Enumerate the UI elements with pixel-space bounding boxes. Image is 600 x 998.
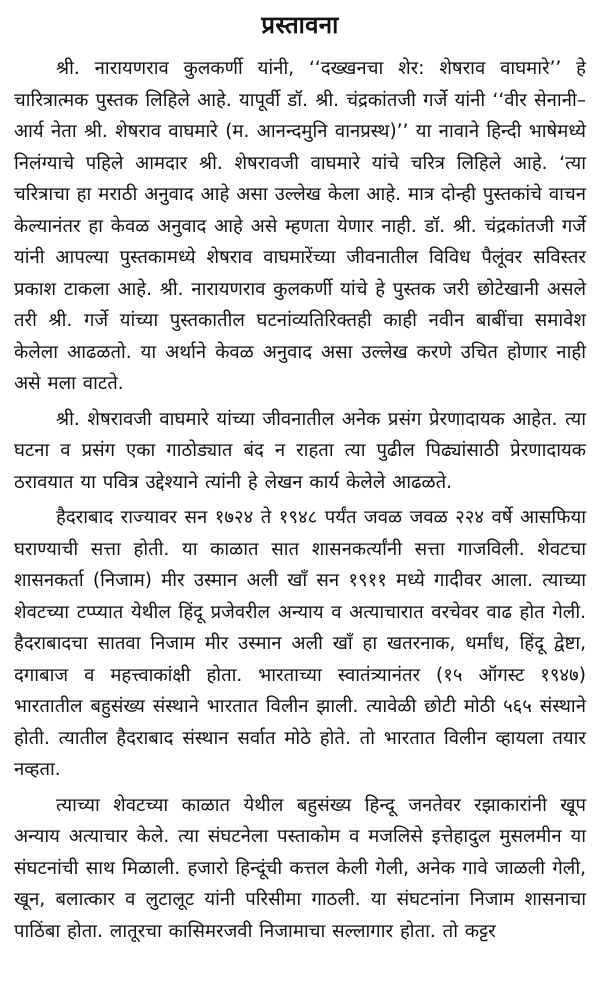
paragraph-2: श्री. शेषरावजी वाघमारे यांच्या जीवनातील अनेक प्रसंग प्रेरणादायक आहेत. त्या घटना व प्रसंग एका गाठोड्यात बंद न राहता त्या पुढील पिढ्यांसाठी प्रेरणादायक ठरावयात या पवित्र उद्देश्याने त्यांनी हे लेखन कार्य केलेले आढळते.: [14, 408, 586, 493]
paragraph-4: त्याच्या शेवटच्या काळात येथील बहुसंख्य हिन्दू जनतेवर रझाकारांनी खूप अन्याय अत्याचार केले. त्या संघटनेला पस्ताकोम व मजलिसे इत्तेहादुल मुसलमीन या संघटनांची साथ मिळाली. हजारो हिन्दूंची कत्तल केली गेली, अनेक गावे जाळली गेली, खून, बलात्कार व लुटालूट यांनी परिसीमा गाठली. या संघटनांना निजाम शासनाचा पाठिंबा होता. लातूरचा कासिमरजवी निजामाचा सल्लागार होता. तो कट्टर: [14, 794, 586, 942]
paragraph-3: हैदराबाद राज्यावर सन १७२४ ते १९४८ पर्यंत जवळ जवळ २२४ वर्षे आसफिया घराण्याची सत्ता होती. या काळात सात शासनकर्त्यांनी सत्ता गाजविली. शेवटचा शासनकर्ता (निजाम) मीर उस्मान अली खाँ सन १९११ मध्ये गादीवर आला. त्याच्या शेवटच्या टप्प्यात येथील हिंदू प्रजेवरील अन्याय व अत्याचारात वरचेवर वाढ होत गेली. हैदराबादचा सातवा निजाम मीर उस्मान अली खाँ हा खतरनाक, धर्मांध, हिंदू द्वेष्टा, दगाबाज व महत्त्वाकांक्षी होता. भारताच्या स्वातंत्र्यानंतर (१५ ऑगस्ट १९४७) भारतातील बहुसंख्य संस्थाने भारतात विलीन झाली. त्यावेळी छोटी मोठी ५६५ संस्थाने होती. त्यातील हैदराबाद संस्थान सर्वात मोठे होते. तो भारतात विलीन व्हायला तयार नव्हता.: [14, 507, 586, 780]
document-title: प्रस्तावना: [261, 11, 339, 39]
paragraph-1: श्री. नारायणराव कुलकर्णी यांनी, ‘‘दख्खनचा शेर: शेषराव वाघमारे’’ हे चारित्रात्मक पुस्तक लिहिले आहे. यापूर्वी डॉ. श्री. चंद्रकांतजी गर्जे यांनी ‘‘वीर सेनानी–आर्य नेता श्री. शेषराव वाघमारे (म. आनन्दमुनि वानप्रस्थ)’’ या नावाने हिन्दी भाषेमध्ये निलंग्याचे पहिले आमदार श्री. शेषरावजी वाघमारे यांचे चरित्र लिहिले आहे. ‘त्या चरित्राचा हा मराठी अनुवाद आहे असा उल्लेख केला आहे. मात्र दोन्ही पुस्तकांचे वाचन केल्यानंतर हा केवळ अनुवाद आहे असे म्हणता येणार नाही. डॉ. श्री. चंद्रकांतजी गर्जे यांनी आपल्या पुस्तकामध्ये शेषराव वाघमारेंच्या जीवनातील विविध पैलूंवर सविस्तर प्रकाश टाकला आहे. श्री. नारायणराव कुलकर्णी यांचे हे पुस्तक जरी छोटेखानी असले तरी श्री. गर्जे यांच्या पुस्तकातील घटनांव्यतिरिक्तही काही नवीन बाबींचा समावेश केलेला आढळतो. या अर्थाने केवळ अनुवाद असा उल्लेख करणे उचित होणार नाही असे मला वाटते.: [14, 58, 586, 394]
